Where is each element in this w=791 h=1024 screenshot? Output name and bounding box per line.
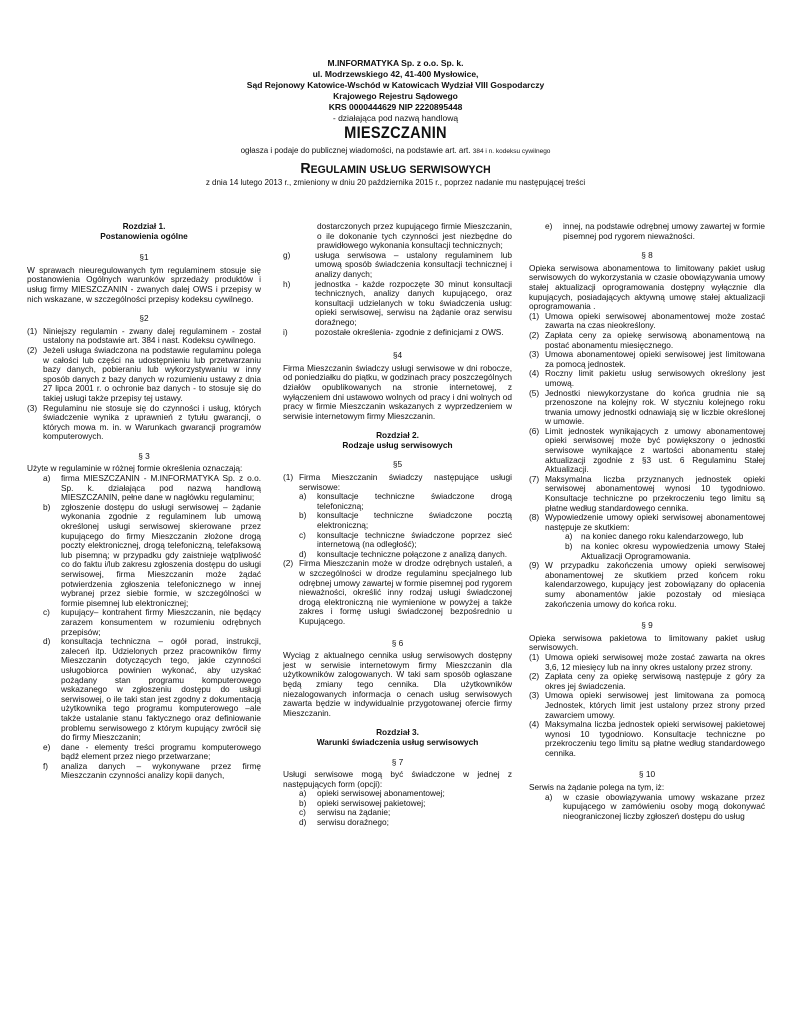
dates-line: z dnia 14 lutego 2013 r., zmieniony w dniu 20 października 2015 r., poprzez nadanie mu następującej treści (205, 178, 586, 187)
section-5-item: (2) Firma Mieszczanin może w drodze odrębnych ustaleń, a w szczególności w drodze regulaminu specjalnego lub odrębnej umowy zawartej w formie pisemnej pod rygorem nieważności, określić inny rodzaj usługi świadczonej drogą elektroniczną nie wymienione w powyżej a także zakres i formę usługi świadczonej bezpośrednio u Kupującego. (283, 558, 512, 626)
section-8-item: (9) W przypadku zakończenia umowy opieki serwisowej abonamentowej ze skutkiem przed końcem roku kalendarzowego, kupujący jest zobowiązany do opłacenia sumy abonamentów jakie pozostały od miesiąca zakończenia umowy do końca roku. (529, 560, 765, 609)
regulation-title-text: REGULAMIN USŁUG SERWISOWYCH (300, 160, 491, 177)
section-9-intro: Opieka serwisowa pakietowa to limitowany pakiet usług serwisowych. (529, 632, 765, 653)
regulation-title (20, 162, 771, 177)
section-8-item: (4) Roczny limit pakietu usług serwisowych określony jest umową. (529, 368, 765, 388)
brand-title: MIESZCZANIN (344, 123, 447, 142)
section-1-text: W sprawach nieuregulowanych tym regulaminem stosuje się postanowienia Ogólnych warunków sprzedaży produktów i usług firmy MIESZCZANIN - zwanych dalej OWS i przepisy w nich wskazane, w szczególności przepisy kodeksu cywilnego. (27, 264, 261, 304)
company-name: M.INFORMATYKA Sp. z o.o. Sp. k. (327, 58, 464, 68)
section-1-heading: §1 (139, 252, 149, 263)
definition-item: b) zgłoszenie dostępu do usługi serwisowej – żądanie wykonania zgodnie z regulaminem lub umową określonej usługi serwisowej skierowane przez kupującego do firmy Mieszczanin złożone drogą poczty elektronicznej, drogą telefoniczną, telefaksową lub pisemną; w przypadku gdy zaistnieje wątpliwość co do faktu i/lub zakresu zgłoszenia dostępu do usługi serwisowej, firma Mieszczanin może żądać potwierdzenia zgłoszenia telefonicznego w innej wybranej przez siebie formie, w szczególności w formie pisemnej lub elektronicznej; (43, 501, 261, 608)
service-form-item: e) innej, na podstawie odrębnej umowy zawartej w formie pisemnej pod rygorem nieważności. (545, 221, 765, 241)
announce-main: ogłasza i podaje do publicznej wiadomości, na podstawie art. art. (240, 146, 471, 155)
section-9-item: (4) Maksymalna liczba jednostek opieki serwisowej pakietowej wynosi 10 tygodniowo. Konsultacje techniczne po przekroczeniu tego limitu są płatne według standardowego cennika. (529, 719, 765, 758)
column-2 (283, 222, 512, 828)
section-8-item: (1) Umowa opieki serwisowej abonamentowej może zostać zawarta na czas nieokreślony. (529, 310, 765, 331)
section-9-item: (2) Zapłata ceny za opiekę serwisową następuje z góry za okres jej świadczenia. (529, 671, 765, 691)
section-9-item: (1) Umowa opieki serwisowej może zostać zawarta na okres 3,6, 12 miesięcy lub na inny okres ustalony przez strony. (529, 651, 765, 672)
definition-item: h) jednostka - każde rozpoczęte 30 minut konsultacji technicznych, analizy danych kupującego, oraz konsultacji udzielanych w toku świadczenia usług: opieki serwisowej, serwisu na żądanie oraz serwisu doraźnego; (283, 278, 512, 327)
column-1 (27, 222, 261, 781)
chapter-2-number: Rozdział 2. (376, 430, 419, 441)
ids-line: KRS 0000444629 NIP 2220895448 (328, 102, 463, 112)
register-line: Krajowego Rejestru Sądowego (333, 91, 458, 101)
announce-small: 384 i n. kodeksu cywilnego (472, 148, 551, 155)
on-demand-item: a) w czasie obowiązywania umowy wskazane przez kupującego w zamówieniu osoby mogą dokonywać nieograniczonej liczby zgłoszeń dostępu do usług (545, 791, 765, 821)
court-line: Sąd Rejonowy Katowice-Wschód w Katowicach Wydział VIII Gospodarczy (246, 80, 545, 90)
column-3 (529, 222, 765, 821)
section-2-item: (2) Jeżeli usługa świadczona na podstawie regulaminu polega w całości lub części na udostępnieniu lub przetwarzaniu bazy danych, pobieraniu lub wykorzystywaniu w inny sposób danych z bazy danych w rozumieniu ustawy z dnia 27 lipca 2001 r. o ochronie baz danych - to stosuje się do takiej usługi także przepisy tej ustawy. (27, 344, 261, 403)
definition-item: d) konsultacja techniczna – ogół porad, instrukcji, zaleceń itp. Udzielonych przez pracowników firmy Mieszczanin dotyczących tego, jakie czynności usługobiorca powinien wykonać, aby uzyskać pożądany stan programu komputerowego wskazanego w zgłoszeniu dostępu do usługi serwisowej, o ile taki stan jest zgodny z dokumentacją użytkownika tego programu komputerowego –ale także ustalanie stanu faktycznego oraz definiowanie problemu serwisowego z którym kupujący zwrócił się do firmy Mieszczanin; (43, 636, 261, 743)
section-8-item: (5) Jednostki niewykorzystane do końca grudnia nie są przenoszone na kolejny rok. W styczniu kolejnego roku trwania umowy jednostki odnawiają się w liczbie określonej w umowie. (529, 387, 765, 427)
termination-option-item: b) na koniec okresu wypowiedzenia umowy Stałej Aktualizacji Oprogramowania. (565, 541, 765, 561)
announce-line (0, 146, 791, 157)
section-7-heading: § 7 (391, 756, 404, 767)
section-5-heading: §5 (392, 459, 403, 470)
service-type-item: b) konsultacje techniczne świadczone pocztą elektroniczną; (299, 510, 512, 531)
definition-item: i) pozostałe określenia- zgodnie z definicjami z OWS. (283, 326, 504, 337)
company-address: ul. Modrzewskiego 42, 41-400 Mysłowice, (312, 69, 479, 79)
section-5-item: (1) Firma Mieszczanin świadczy następujące usługi serwisowe: (283, 472, 512, 492)
termination-option-item: a) na koniec danego roku kalendarzowego, lub (565, 531, 744, 542)
acting-line: - działająca pod nazwą handlową (332, 113, 459, 123)
section-8-item: (7) Maksymalna liczba przyznanych jednostek opieki serwisowej abonamentowej wynosi 10 tygodniowo. Konsultacje techniczne po przekroczeniu tego limitu są płatne według standardowego cennika. (529, 473, 765, 513)
section-8-item: (2) Zapłata ceny za opiekę serwisową abonamentową na postać abonamentu miesięcznego. (529, 329, 765, 350)
section-8-item: (6) Limit jednostek wynikających z umowy abonamentowej opieki serwisowej może być powiększony o jednostki serwisowe wynikające z wartości abonamentu stałej aktualizacji zgodnie z §3 ust. 6 Regulaminu Stałej Aktualizacji. (529, 425, 765, 475)
section-10-heading: § 10 (638, 769, 656, 780)
chapter-3-number: Rozdział 3. (376, 727, 419, 738)
service-form-item: b) opieki serwisowej pakietowej; (299, 797, 426, 808)
definition-item: a) firma MIESZCZANIN - M.INFORMATYKA Sp. z o.o. Sp. k. działająca pod nazwą handlową MIESZCZANIN, pełne dane w nagłówku regulaminu; (43, 473, 261, 503)
section-4-heading: §4 (392, 350, 403, 361)
section-8-heading: § 8 (641, 250, 653, 261)
chapter-1-number: Rozdział 1. (122, 221, 166, 231)
section-9-heading: § 9 (641, 620, 653, 631)
section-10-intro: Serwis na żądanie polega na tym, iż: (529, 782, 665, 793)
section-6-heading: § 6 (391, 637, 404, 648)
section-8-item: (3) Umowa abonamentowej opieki serwisowej jest limitowana za pomocą jednostek. (529, 349, 765, 369)
chapter-1-title: Postanowienia ogólne (100, 230, 188, 241)
definition-item: c) kupujący– kontrahent firmy Mieszczanin, nie będący zarazem konsumentem w rozumieniu odrębnych przepisów; (43, 607, 261, 637)
section-3-heading: § 3 (138, 450, 150, 461)
section-2-item: (3) Regulaminu nie stosuje się do czynności i usług, których świadczenie wynika z uprawnień z tytułu gwarancji, o których mowa m. in. w Warunkach gwarancji programów komputerowych. (27, 402, 261, 442)
section-4-text: Firma Mieszczanin świadczy usługi serwisowe w dni robocze, od poniedziałku do piątku, w godzinach pracy poszczególnych działów opublikowanych na stronie internetowej, z wyłączeniem dni ustawowo wolnych od pracy i dni wolnych od pracy w firmie Mieszczanin wskazanych z wyprzedzeniem w serwisie internetowym firmy Mieszczanin. (283, 362, 512, 421)
service-form-item: d) serwisu doraźnego; (299, 817, 389, 828)
service-type-item: c) konsultacje techniczne świadczone poprzez sieć internetową (na odległość); (299, 529, 512, 550)
definition-item: e) dane - elementy treści programu komputerowego bądź element przez niego przetwarzane; (43, 741, 261, 762)
section-2-item: (1) Niniejszy regulamin - zwany dalej regulaminem - został ustalony na podstawie art. 384 i nast. Kodeksu cywilnego. (27, 325, 261, 346)
chapter-3-title: Warunki świadczenia usług serwisowych (316, 736, 479, 747)
section-6-text: Wyciąg z aktualnego cennika usług serwisowych dostępny jest w serwisie internetowym firmy Mieszczanin dla użytkowników zalogowanych. W taki sam sposób ogłaszane będą zmiany tego cennika. Dla użytkowników niezalogowanych informacja o cenach usług serwisowych zawarta będzie w indywidualnie przygotowanej ofercie firmy Mieszczanin. (283, 650, 512, 718)
section-3-intro: Użyte w regulaminie w różnej formie określenia oznaczają: (27, 463, 243, 474)
service-form-item: c) serwisu na żądanie; (299, 807, 391, 818)
service-type-item: d) konsultacje techniczne połączone z analizą danych. (299, 548, 508, 559)
definition-item: f) analiza danych – wykonywane przez firmę Mieszczanin czynności analizy kopii danych, (43, 760, 261, 781)
section-8-intro: Opieka serwisowa abonamentowa to limitowany pakiet usług serwisowych do wykorzystania w czasie obowiązywania umowy stałej aktualizacji oprogramowania dostępny wyłącznie dla kupujących, posiadających aktywną umowę stałej aktualizacji oprogramowania . (529, 262, 765, 312)
service-type-item: a) konsultacje techniczne świadczone drogą telefoniczną; (299, 491, 512, 511)
definition-item: g) usługa serwisowa – ustalony regulaminem lub umową sposób świadczenia konsultacji technicznej i analizy danych; (283, 249, 512, 279)
section-9-item: (3) Umowa opieki serwisowej jest limitowana za pomocą Jednostek, których limit jest ustalony przez strony przed zawarciem umowy. (529, 690, 765, 720)
service-form-item: a) opieki serwisowej abonamentowej; (299, 788, 445, 799)
section-8-item: (8) Wypowiedzenie umowy opieki serwisowej abonamentowej następuje ze skutkiem: (529, 512, 765, 532)
definition-f-continuation: dostarczonych przez kupującego firmie Mieszczanin, o ile dokonanie tych czynności jest niezbędne do prawidłowego wykonania konsultacji technicznych; (317, 221, 512, 251)
section-2-heading: §2 (139, 313, 149, 324)
section-7-intro: Usługi serwisowe mogą być świadczone w jednej z następujących form (opcji): (283, 769, 512, 789)
chapter-2-title: Rodzaje usług serwisowych (342, 439, 453, 450)
